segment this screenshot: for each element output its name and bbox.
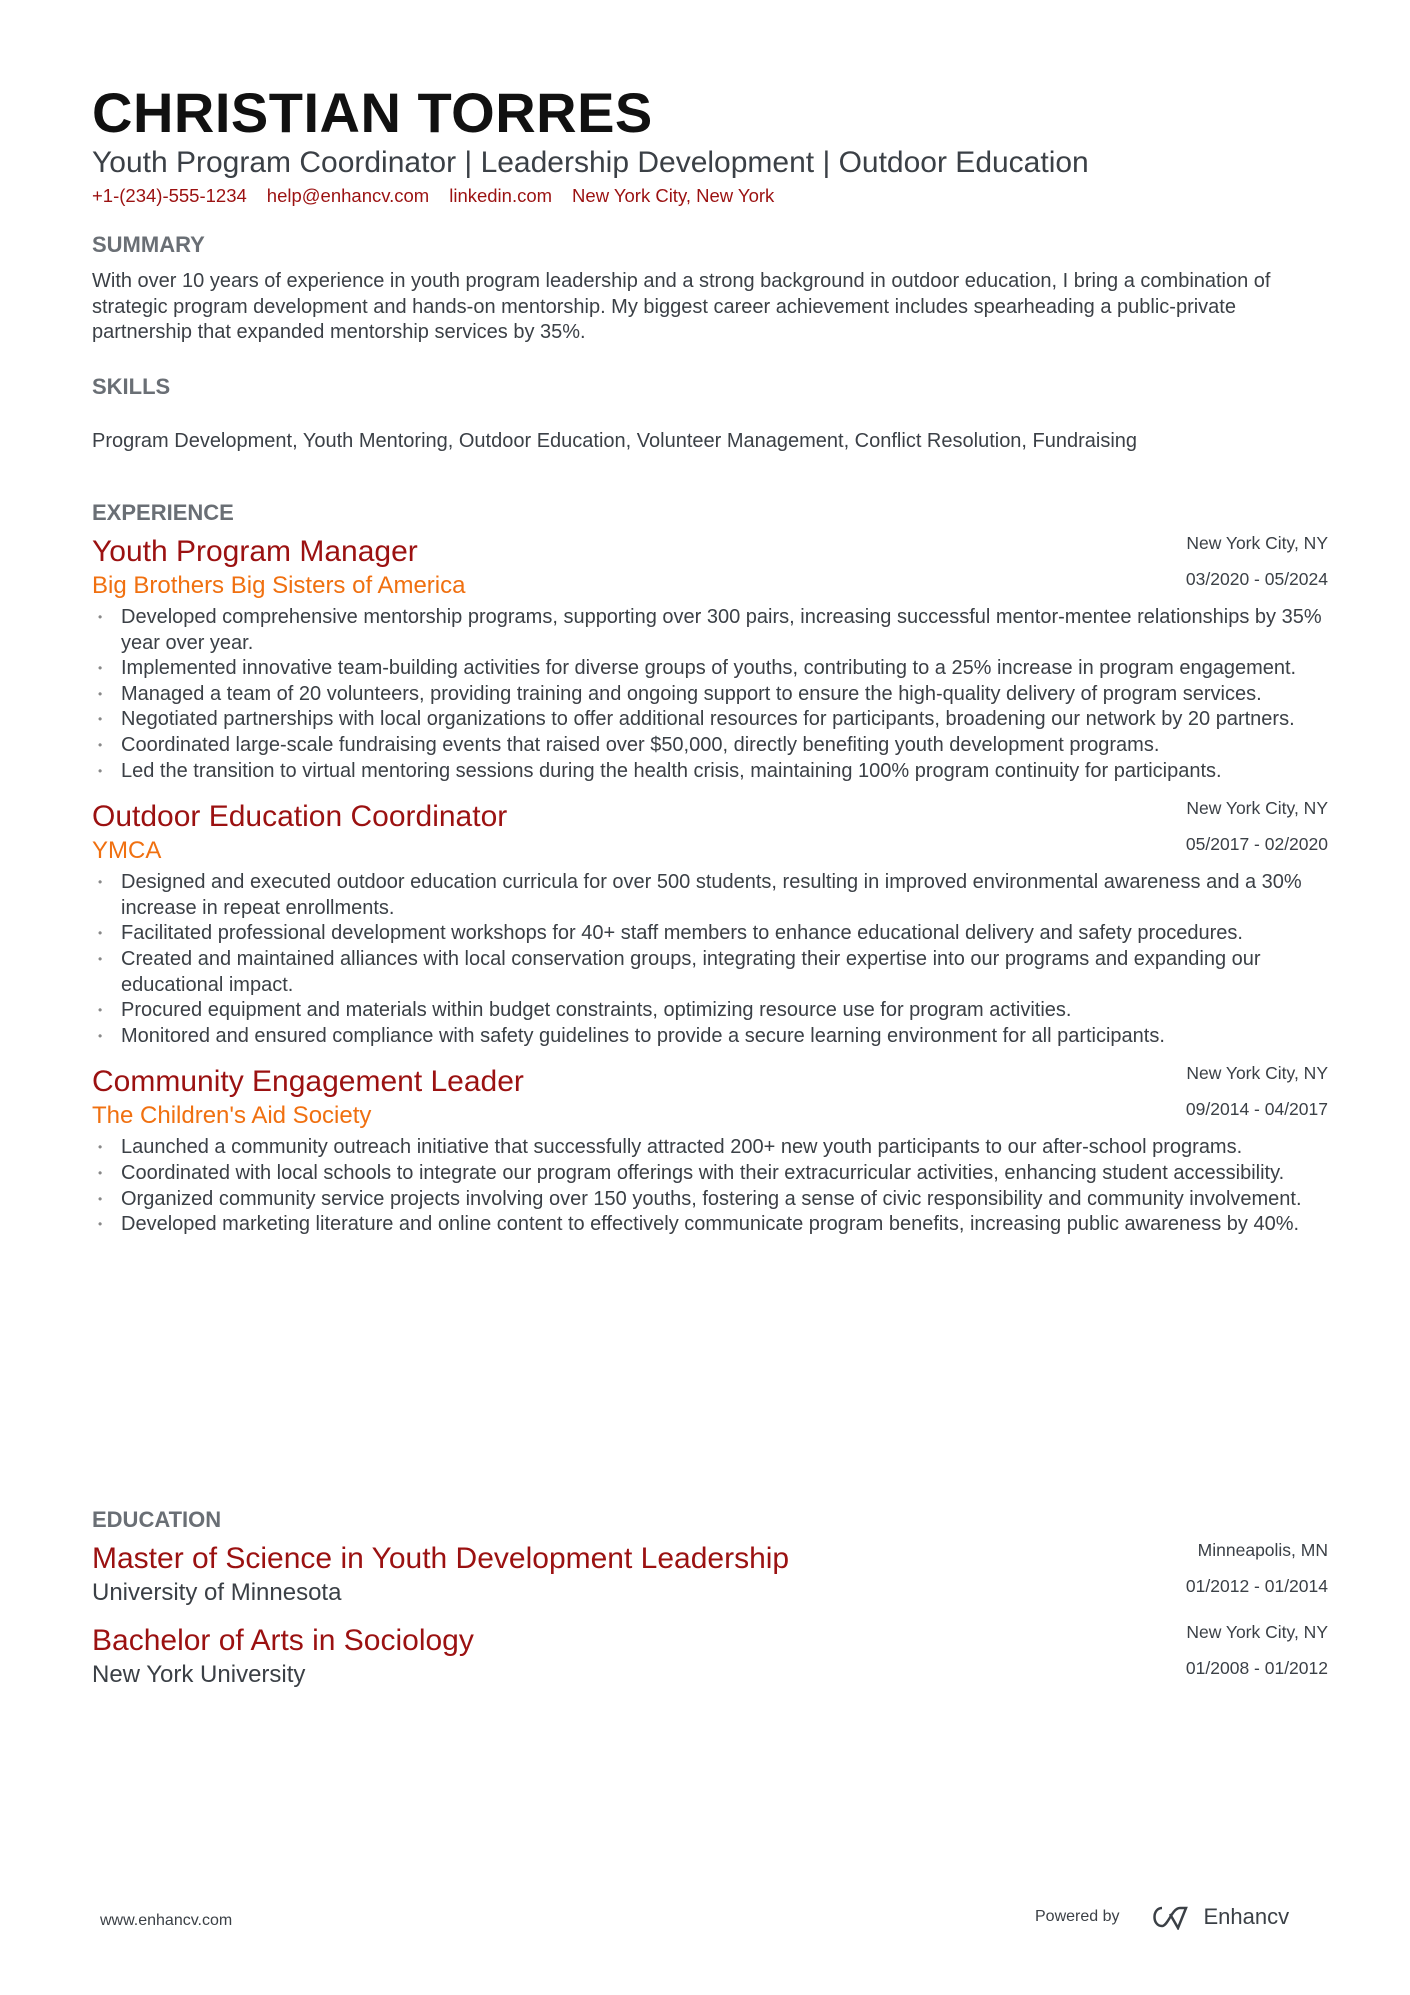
edu-location: New York City, NY: [1186, 1622, 1328, 1642]
skills-section: [92, 373, 1328, 455]
experience-section: [92, 499, 1328, 1238]
skills-text: Program Development, Youth Mentoring, Outdoor Education, Volunteer Management, Conflict Resolution, Fundraising: [92, 430, 1138, 452]
school-name: New York University: [92, 1661, 306, 1688]
bullet-item: • Managed a team of 20 volunteers, providing training and ongoing support to ensure the high-quality delivery of program services.: [92, 682, 1328, 708]
bullet-item: • Monitored and ensured compliance with safety guidelines to provide a secure learning environment for all participants.: [92, 1024, 1328, 1050]
bullet-item: • Developed marketing literature and online content to effectively communicate program benefits, increasing public awareness by 40%.: [92, 1212, 1328, 1238]
experience-entry: [92, 798, 1328, 1049]
job-dates: 09/2014 - 04/2017: [1185, 1099, 1328, 1120]
bullet-item: • Negotiated partnerships with local organizations to offer additional resources for participants, broadening our network by 20 partners.: [92, 707, 1328, 733]
section-heading: SKILLS: [92, 374, 171, 399]
summary-section: [92, 231, 1328, 346]
section-heading: SUMMARY: [92, 232, 205, 257]
job-location: New York City, NY: [1186, 533, 1328, 553]
job-bullets: [92, 870, 1328, 1049]
job-bullets: [92, 605, 1328, 784]
school-name: University of Minnesota: [92, 1579, 342, 1606]
bullet-item: • Led the transition to virtual mentoring sessions during the health crisis, maintaining 100% program continuity for participants.: [92, 759, 1328, 785]
company-name: The Children's Aid Society: [92, 1102, 372, 1130]
education-entry: [92, 1622, 1328, 1690]
job-title: Community Engagement Leader: [92, 1065, 524, 1099]
summary-text: With over 10 years of experience in youth program leadership and a strong background in outdoor education, I bring a combination of strategic program development and hands-on mentorship. My biggest career achievement includes spearheading a public-private partnership that expanded mentorship services by 35%.: [92, 270, 1271, 344]
education-entry: [92, 1540, 1328, 1608]
edu-location: Minneapolis, MN: [1197, 1540, 1328, 1560]
enhancv-logo-icon: [1148, 1904, 1194, 1930]
section-heading: EXPERIENCE: [92, 500, 234, 525]
powered-by-label: Powered by: [1035, 1908, 1120, 1925]
candidate-name: CHRISTIAN TORRES: [92, 81, 653, 144]
bullet-item: • Developed comprehensive mentorship programs, supporting over 300 pairs, increasing successful mentor-mentee relationships by 35% year over year.: [92, 605, 1328, 656]
job-dates: 03/2020 - 05/2024: [1185, 569, 1328, 589]
bullet-item: • Procured equipment and materials within budget constraints, optimizing resource use for program activities.: [92, 998, 1328, 1024]
contact-info: [92, 184, 774, 208]
bullet-item: • Launched a community outreach initiative that successfully attracted 200+ new youth participants to our after-school programs.: [92, 1135, 1328, 1161]
bullet-item: • Coordinated large-scale fundraising events that raised over $50,000, directly benefiting youth development programs.: [92, 733, 1328, 759]
degree: Master of Science in Youth Development Leadership: [92, 1542, 790, 1575]
location: New York City, New York: [572, 185, 775, 206]
job-dates: 05/2017 - 02/2020: [1185, 834, 1328, 855]
company-name: Big Brothers Big Sisters of America: [92, 572, 466, 599]
experience-entry: [92, 533, 1328, 784]
degree: Bachelor of Arts in Sociology: [92, 1624, 474, 1657]
bullet-item: • Implemented innovative team-building activities for diverse groups of youths, contributing to a 25% increase in program engagement.: [92, 656, 1328, 682]
email[interactable]: help@enhancv.com: [266, 185, 430, 206]
job-location: New York City, NY: [1186, 1063, 1328, 1084]
job-bullets: [92, 1135, 1328, 1237]
linkedin[interactable]: linkedin.com: [449, 185, 553, 206]
brand-name: Enhancv: [1203, 1904, 1290, 1929]
education-section: [92, 1506, 1328, 1690]
bullet-item: • Designed and executed outdoor education curricula for over 500 students, resulting in improved environmental awareness and a 30% increase in repeat enrollments.: [92, 870, 1328, 921]
bullet-item: • Coordinated with local schools to integrate our program offerings with their extracurricular activities, enhancing student accessibility.: [92, 1161, 1328, 1187]
company-name: YMCA: [92, 837, 162, 865]
bullet-item: • Organized community service projects involving over 150 youths, fostering a sense of civic responsibility and community involvement.: [92, 1187, 1328, 1213]
job-title: Outdoor Education Coordinator: [92, 800, 508, 834]
bullet-item: • Facilitated professional development workshops for 40+ staff members to enhance educational delivery and safety procedures.: [92, 921, 1328, 947]
edu-dates: 01/2012 - 01/2014: [1185, 1576, 1328, 1596]
experience-entry: [92, 1063, 1328, 1237]
job-title: Youth Program Manager: [92, 535, 418, 568]
footer-website[interactable]: www.enhancv.com: [100, 1912, 233, 1929]
job-location: New York City, NY: [1186, 798, 1328, 819]
candidate-title: Youth Program Coordinator | Leadership Development | Outdoor Education: [92, 146, 1089, 179]
edu-dates: 01/2008 - 01/2012: [1185, 1658, 1328, 1678]
bullet-item: • Created and maintained alliances with local conservation groups, integrating their expertise into our programs and expanding our educational impact.: [92, 947, 1328, 998]
section-heading: EDUCATION: [92, 1507, 222, 1532]
phone[interactable]: +1-(234)-555-1234: [92, 185, 247, 206]
powered-by: [1035, 1904, 1289, 1930]
